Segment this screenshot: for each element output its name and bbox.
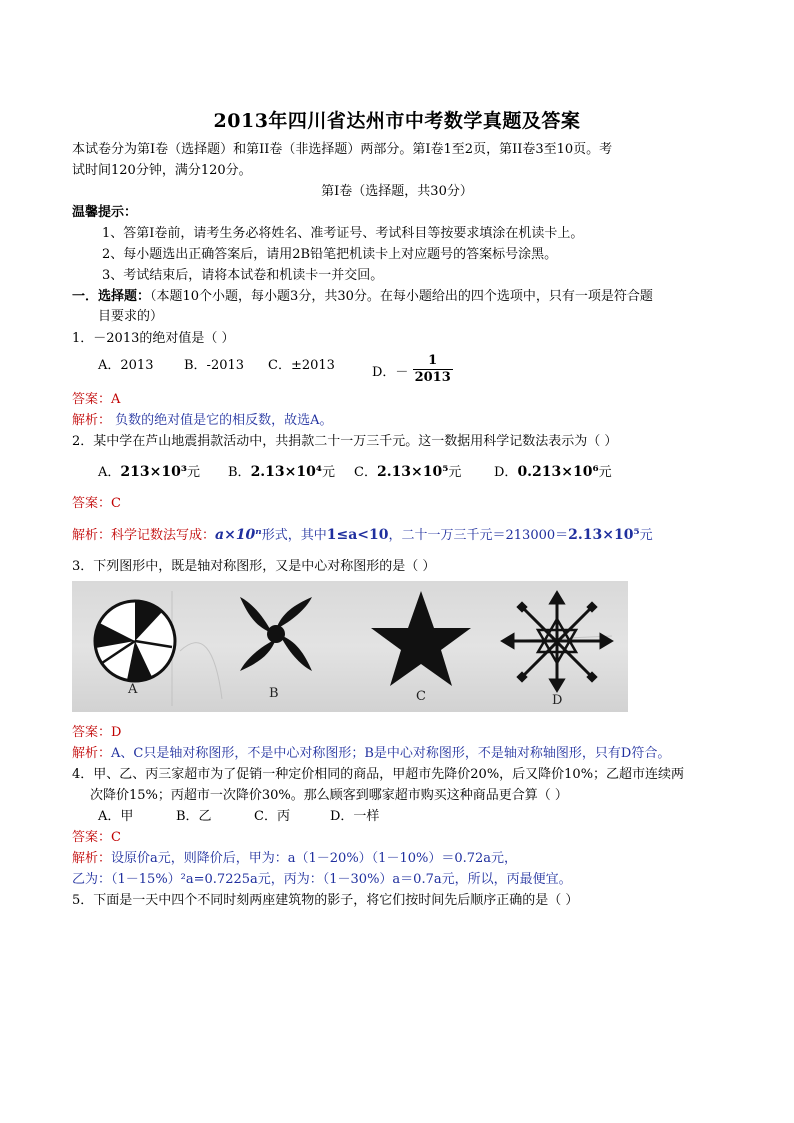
section-desc-2: 目要求的） <box>98 309 164 324</box>
q3-stem: 3．下列图形中，既是轴对称图形，又是中心对称图形的是（ ） <box>72 559 436 574</box>
q2-analysis-text: ，二十一万三千元＝213000＝ <box>388 528 569 543</box>
q2-analysis-text: 形式，其中 <box>261 528 327 543</box>
intro-line-2: 试时间120分钟，满分120分。 <box>72 163 252 178</box>
q2-option-math: 2.13×10⁵ <box>376 464 449 480</box>
tip-item: 3、考试结束后，请将本试卷和机读卡一并交回。 <box>102 268 384 283</box>
figure-label-c: C <box>416 689 426 704</box>
q4-option-b: B．乙 <box>176 809 212 824</box>
q1-option-a: A．2013 <box>98 358 154 373</box>
q2-option-c <box>354 462 461 483</box>
q3-figure-photo <box>72 581 628 712</box>
section-label: 一．选择题： <box>72 289 151 304</box>
figure-b-shape <box>240 597 312 671</box>
q2-analysis-label: 解析：科学记数法写成： <box>72 528 216 543</box>
q2-option-letter: A． <box>98 465 121 480</box>
q1-option-b: B．-2013 <box>184 358 245 373</box>
figure-label-b: B <box>269 686 279 701</box>
tip-item: 1、答第Ⅰ卷前，请考生务必将姓名、准考证号、考试科目等按要求填涂在机读卡上。 <box>102 226 584 241</box>
q2-analysis-math: 2.13×10⁵ <box>568 527 640 543</box>
q2-analysis-math: a×10ⁿ <box>215 527 262 543</box>
q1-option-c: C．±2013 <box>268 358 335 373</box>
section-heading <box>72 287 653 307</box>
q5-stem: 5．下面是一天中四个不同时刻两座建筑物的影子，将它们按时间先后顺序正确的是（ ） <box>72 893 579 908</box>
q4-option-a: A．甲 <box>98 809 134 824</box>
q3-analysis <box>72 744 670 764</box>
figure-label-a: A <box>128 682 138 697</box>
q4-analysis-1 <box>72 849 517 869</box>
q4-answer: 答案：C <box>72 830 121 845</box>
q4-stem-2: 次降价15%；丙超市一次降价30%。那么顾客到哪家超市购买这种商品更合算（ ） <box>90 788 568 803</box>
q2-option-letter: C． <box>354 465 377 480</box>
analysis-text: 负数的绝对值是它的相反数，故选A。 <box>115 413 333 428</box>
q2-stem: 2．某中学在芦山地震捐款活动中，共捐款二十一万三千元。这一数据用科学记数法表示为（ ） <box>72 434 618 449</box>
section-desc: （本题10个小题，每小题3分，共30分。在每小题给出的四个选项中，只有一项是符合题 <box>150 289 653 304</box>
analysis-label: 解析： <box>72 746 112 761</box>
q2-answer: 答案：C <box>72 496 121 511</box>
q1-answer: 答案：A <box>72 392 121 407</box>
tips-heading: 温馨提示： <box>72 205 138 220</box>
part-heading: 第Ⅰ卷（选择题，共30分） <box>321 184 473 199</box>
q1-analysis <box>72 411 333 431</box>
analysis-text: A、C只是轴对称图形，不是中心对称图形；B是中心对称图形，不是轴对称轴图形，只有D符合。 <box>111 746 671 761</box>
q2-option-unit: 元 <box>186 465 200 480</box>
q2-analysis-math: 1≤a<10 <box>326 527 389 543</box>
figure-label-d: D <box>552 693 563 708</box>
q2-option-unit: 元 <box>448 465 462 480</box>
q4-analysis-2: 乙为：（1－15%）²a=0.7225a元，丙为：（1－30%）a＝0.7a元，所以，丙最便宜。 <box>72 872 572 887</box>
intro-line-1: 本试卷分为第Ⅰ卷（选择题）和第II卷（非选择题）两部分。第Ⅰ卷1至2页，第II卷3至10页。考 <box>72 142 613 157</box>
q2-option-math: 2.13×10⁴ <box>250 464 323 480</box>
q1-option-d <box>372 353 453 389</box>
q1-option-d-fraction <box>413 353 453 386</box>
q4-option-d: D．一样 <box>330 809 380 824</box>
q1-option-d-label: D．－ <box>372 365 409 380</box>
q4-stem-1: 4．甲、乙、丙三家超市为了促销一种定价相同的商品，甲超市先降价20%，后又降价10%；乙超市连续两 <box>72 767 685 782</box>
analysis-label: 解析： <box>72 851 112 866</box>
q2-option-unit: 元 <box>598 465 612 480</box>
q2-option-unit: 元 <box>322 465 336 480</box>
fraction-numerator: 1 <box>413 353 453 370</box>
page-title: 2013年四川省达州市中考数学真题及答案 <box>213 110 581 132</box>
fraction-denominator: 2013 <box>414 370 451 385</box>
figure-c-shape <box>371 591 471 686</box>
q2-analysis <box>72 525 653 546</box>
q2-option-math: 0.213×10⁶ <box>517 464 599 480</box>
analysis-text: 设原价a元，则降价后，甲为：a（1－20%）（1－10%）＝0.72a元， <box>111 851 518 866</box>
q4-option-c: C．丙 <box>254 809 290 824</box>
q2-option-math: 213×10³ <box>120 464 187 480</box>
q2-analysis-text: 元 <box>639 528 653 543</box>
q2-option-letter: B． <box>228 465 251 480</box>
q1-analysis-text: 解析： <box>72 413 112 428</box>
figure-d-shape <box>503 593 611 690</box>
tip-item: 2、每小题选出正确答案后，请用2B铅笔把机读卡上对应题号的答案标号涂黑。 <box>102 247 558 262</box>
q2-option-a <box>98 462 200 483</box>
q2-option-d <box>494 462 612 483</box>
q2-option-b <box>228 462 335 483</box>
figure-a-shape <box>91 601 175 681</box>
q3-answer: 答案：D <box>72 725 122 740</box>
q2-option-letter: D． <box>494 465 518 480</box>
q1-stem: 1．－2013的绝对值是（ ） <box>72 331 235 346</box>
